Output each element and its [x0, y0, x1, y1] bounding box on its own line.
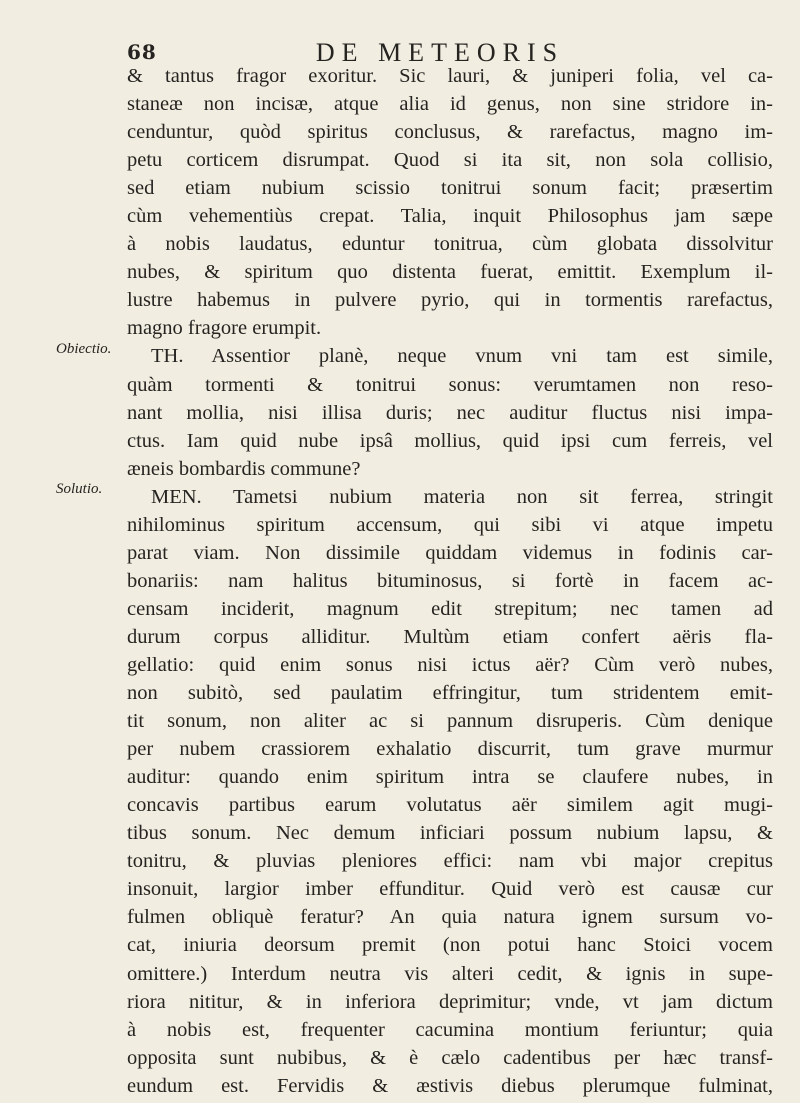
text-line: insonuit, largior imber effunditur. Quid verò est causæ cur — [127, 878, 773, 901]
text-line: nubes, & spiritum quo distenta fuerat, emittit. Exemplum il- — [127, 261, 773, 284]
text-line: à nobis est, frequenter cacumina montium feriuntur; quia — [127, 1018, 773, 1041]
text-line: fulmen obliquè feratur? An quia natura ignem sursum vo- — [127, 906, 773, 929]
text-line: cat, iniuria deorsum premit (non potui hanc Stoici vocem — [127, 934, 773, 957]
text-line: petu corticem disrumpat. Quod si ita sit, non sola collisio, — [127, 149, 773, 172]
text-line: ctus. Iam quid nube ipsâ mollius, quid ipsi cum ferreis, vel — [127, 429, 773, 452]
text-line: omittere.) Interdum neutra vis alteri cedit, & ignis in supe- — [127, 962, 773, 985]
text-line: cùm vehementiùs crepat. Talia, inquit Philosophus jam sæpe — [127, 205, 773, 228]
text-line: tit sonum, non aliter ac si pannum disruperis. Cùm denique — [127, 710, 773, 733]
text-line: non subitò, sed paulatim effringitur, tum stridentem emit- — [127, 682, 773, 705]
text-line: lustre habemus in pulvere pyrio, qui in tormentis rarefactus, — [127, 289, 773, 312]
text-line: auditur: quando enim spiritum intra se claufere nubes, in — [127, 766, 773, 789]
text-line: per nubem crassiorem exhalatio discurrit, tum grave murmur — [127, 738, 773, 761]
text-line: nant mollia, nisi illisa duris; nec auditur fluctus nisi impa- — [127, 401, 773, 424]
text-line: eundum est. Fervidis & æstivis diebus plerumque fulminat, — [127, 1074, 773, 1097]
text-line: æneis bombardis commune? — [127, 457, 361, 480]
text-line: tonitru, & pluvias pleniores effici: nam vbi major crepitus — [127, 850, 773, 873]
text-line: tibus sonum. Nec demum inficiari possum nubium lapsu, & — [127, 822, 773, 845]
text-line: cenduntur, quòd spiritus conclusus, & rarefactus, magno im- — [127, 121, 773, 144]
body-text — [127, 62, 773, 1100]
text-line: magno fragore erumpit. — [127, 317, 322, 340]
text-line: & tantus fragor exoritur. Sic lauri, & juniperi folia, vel ca- — [127, 65, 773, 87]
margin-note-solution: Solutio. — [56, 481, 103, 497]
text-line: bonariis: nam halitus bituminosus, si fortè in facem ac- — [127, 569, 773, 592]
margin-note-objection: Obiectio. — [56, 341, 112, 357]
text-line: censam inciderit, magnum edit strepitum; nec tamen ad — [127, 597, 773, 620]
page-number: 68 — [127, 40, 157, 64]
text-line: riora nititur, & in inferiora deprimitur; vnde, vt jam dictum — [127, 990, 773, 1013]
text-line: durum corpus alliditur. Multùm etiam confert aëris fla- — [127, 625, 773, 648]
text-line: à nobis laudatus, eduntur tonitrua, cùm globata dissolvitur — [127, 233, 773, 256]
text-line: sed etiam nubium scissio tonitrui sonum facit; præsertim — [127, 177, 773, 200]
text-line: quàm tormenti & tonitrui sonus: verumtamen non reso- — [127, 373, 773, 396]
text-line: parat viam. Non dissimile quiddam videmus in fodinis car- — [127, 541, 773, 564]
text-line: opposita sunt nubibus, & è cælo cadentibus per hæc transf- — [127, 1046, 773, 1069]
text-line: TH. Assentior planè, neque vnum vni tam est simile, — [151, 345, 773, 368]
text-line: concavis partibus earum volutatus aër similem agit mugi- — [127, 794, 773, 817]
text-line: staneæ non incisæ, atque alia id genus, non sine stridore in- — [127, 93, 773, 116]
running-head: DE METEORIS — [315, 38, 565, 67]
text-line: gellatio: quid enim sonus nisi ictus aër? Cùm verò nubes, — [127, 653, 773, 676]
text-line: nihilominus spiritum accensum, qui sibi vi atque impetu — [127, 513, 773, 536]
text-line: MEN. Tametsi nubium materia non sit ferrea, stringit — [151, 485, 773, 508]
